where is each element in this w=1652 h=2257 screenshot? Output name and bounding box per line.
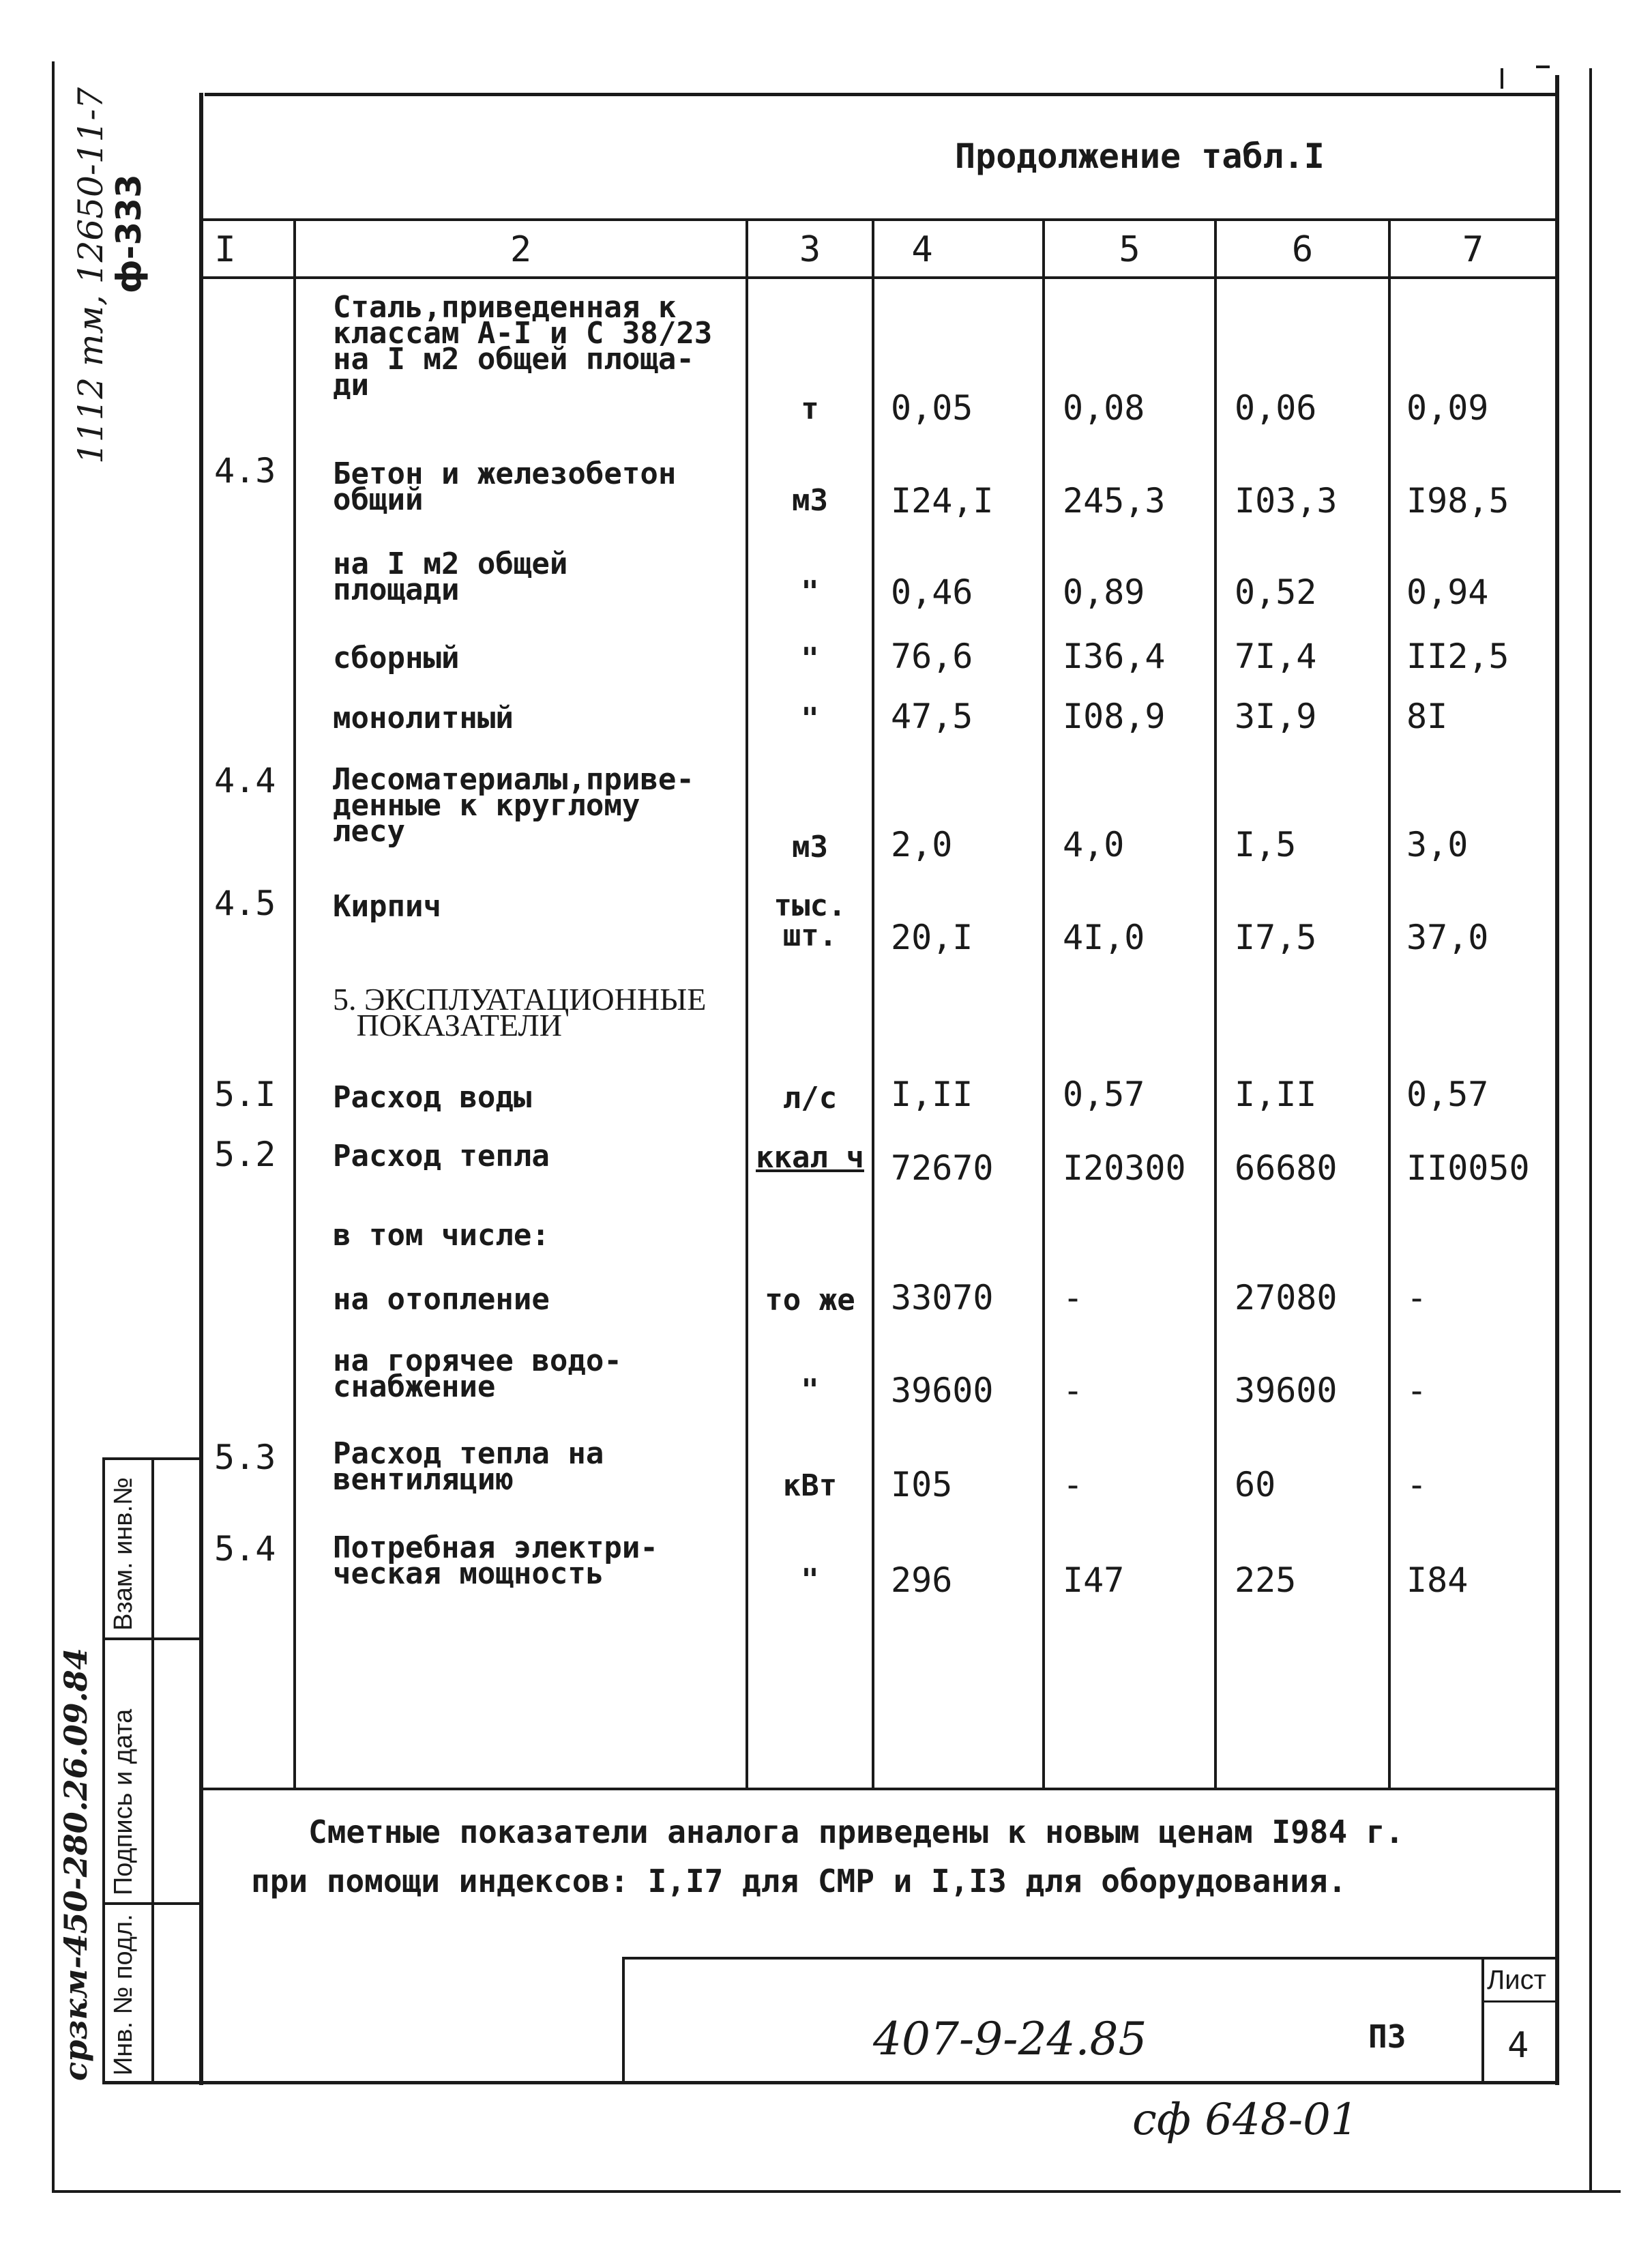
row-desc-5: Лесоматериалы,приве- денные к круглому лесу: [333, 762, 694, 849]
row-unit-3: ": [801, 641, 819, 676]
note-line-1: Сметные показатели аналога приведены к новым ценам I984 г.: [308, 1814, 1404, 1850]
row-v5-8: 0,57: [1063, 1075, 1145, 1114]
row-v4-14: 296: [891, 1560, 953, 1600]
row-v5-11: -: [1063, 1278, 1084, 1317]
row-num-1: 4.3: [214, 451, 276, 491]
side-table-sep-1: [102, 1637, 202, 1640]
row-v6-4: 3I,9: [1235, 697, 1317, 736]
col-sep-3: [872, 218, 874, 1788]
row-v6-12: 39600: [1235, 1371, 1338, 1410]
row-desc-0: Сталь,приведенная к классам А-I и С 38/23 на I м2 общей площа- ди: [333, 290, 713, 403]
row-v6-2: 0,52: [1235, 572, 1317, 612]
handwritten-left-bottom: срзкм-450-280.26.09.84: [57, 1648, 94, 2081]
row-v5-3: I36,4: [1063, 637, 1166, 676]
row-unit-0: т: [801, 392, 819, 426]
row-v4-9: 72670: [891, 1148, 994, 1188]
row-v4-12: 39600: [891, 1371, 994, 1410]
row-v7-6: 37,0: [1406, 918, 1489, 957]
section-heading-5: 5. ЭКСПЛУАТАЦИОННЫЕ ПОКАЗАТЕЛИ: [333, 982, 707, 1043]
col-header-1: I: [214, 229, 236, 270]
row-desc-4: монолитный: [333, 701, 514, 736]
col-sep-1: [293, 218, 296, 1788]
row-v7-8: 0,57: [1406, 1075, 1489, 1114]
row-v6-0: 0,06: [1235, 388, 1317, 428]
handwritten-left-top: 1112 тм, 12650-11-7: [71, 87, 110, 464]
row-unit-8: л/с: [782, 1081, 838, 1116]
row-v6-11: 27080: [1235, 1278, 1338, 1317]
row-desc-10: в том числе:: [333, 1218, 550, 1253]
row-desc-11: на отопление: [333, 1282, 550, 1317]
row-v4-8: I,II: [891, 1075, 973, 1114]
col-header-3: 3: [799, 229, 821, 270]
row-num-8: 5.I: [214, 1075, 276, 1114]
row-unit-12: ": [801, 1373, 819, 1408]
row-unit-11: то же: [765, 1283, 855, 1317]
note-line-2: при помощи индексов: I,I7 для СМР и I,I3 для оборудования.: [251, 1863, 1347, 1899]
handwritten-bottom-code: сф 648-01: [1132, 2095, 1359, 2145]
stamp-sheet-label-line: [1484, 2000, 1555, 2003]
col-sep-2: [746, 218, 748, 1788]
row-num-5: 4.4: [214, 761, 276, 800]
row-num-14: 5.4: [214, 1529, 276, 1569]
frame-bottom-line: [102, 2081, 1559, 2084]
row-v7-0: 0,09: [1406, 388, 1489, 428]
row-num-13: 5.3: [214, 1438, 276, 1477]
row-v6-8: I,II: [1235, 1075, 1317, 1114]
row-v7-4: 8I: [1406, 697, 1448, 736]
row-v7-14: I84: [1406, 1560, 1469, 1600]
row-v5-0: 0,08: [1063, 388, 1145, 428]
stamp-section: ПЗ: [1368, 2018, 1406, 2055]
frame-right-line: [1555, 75, 1559, 2085]
row-v5-4: I08,9: [1063, 697, 1166, 736]
stamp-document-code: 407-9-24.85: [873, 2013, 1147, 2065]
frame-left-line: [199, 93, 203, 2085]
row-v5-2: 0,89: [1063, 572, 1145, 612]
side-label-signature: Подпись и дата: [109, 1708, 138, 1895]
top-right-mark: [1501, 68, 1503, 89]
row-v6-5: I,5: [1235, 825, 1297, 864]
row-unit-9: ккал ч: [756, 1140, 864, 1175]
row-v6-1: I03,3: [1235, 481, 1338, 521]
row-v7-5: 3,0: [1406, 825, 1469, 864]
row-v4-5: 2,0: [891, 825, 953, 864]
col-header-7: 7: [1462, 229, 1484, 270]
row-desc-1: Бетон и железобетон общий: [333, 456, 677, 517]
row-v5-12: -: [1063, 1371, 1084, 1410]
row-v7-2: 0,94: [1406, 572, 1489, 612]
row-unit-4: ": [801, 701, 819, 736]
row-v5-9: I20300: [1063, 1148, 1186, 1188]
row-desc-2: на I м2 общей площади: [333, 547, 568, 607]
header-top-line: [203, 218, 1555, 221]
col-header-2: 2: [510, 229, 532, 270]
col-header-4: 4: [911, 229, 933, 270]
row-v5-6: 4I,0: [1063, 918, 1145, 957]
row-unit-1: м3: [792, 483, 828, 518]
row-v6-14: 225: [1235, 1560, 1297, 1600]
row-v4-0: 0,05: [891, 388, 973, 428]
page-right-line: [1589, 68, 1592, 2190]
row-v5-13: -: [1063, 1465, 1084, 1504]
col-header-6: 6: [1291, 229, 1314, 270]
col-sep-6: [1388, 218, 1391, 1788]
top-right-dash: [1536, 65, 1550, 68]
row-v6-3: 7I,4: [1235, 637, 1317, 676]
row-v6-13: 60: [1235, 1465, 1276, 1504]
row-v4-6: 20,I: [891, 918, 973, 957]
col-sep-5: [1214, 218, 1217, 1788]
row-desc-3: сборный: [333, 641, 460, 675]
row-v6-9: 66680: [1235, 1148, 1338, 1188]
side-label-vzam: Взам. инв.№: [109, 1477, 138, 1631]
row-desc-12: на горячее водо- снабжение: [333, 1343, 622, 1404]
stamp-top-line: [624, 1957, 1555, 1960]
row-v7-13: -: [1406, 1465, 1428, 1504]
page-bottom-line: [52, 2190, 1621, 2193]
row-v4-3: 76,6: [891, 637, 973, 676]
row-num-9: 5.2: [214, 1135, 276, 1174]
row-desc-8: Расход воды: [333, 1080, 532, 1115]
header-bottom-line: [203, 276, 1555, 279]
side-table-inner: [151, 1457, 154, 2084]
row-v5-14: I47: [1063, 1560, 1125, 1600]
row-desc-14: Потребная электри- ческая мощность: [333, 1530, 658, 1591]
frame-top-line: [205, 93, 1559, 96]
row-v7-9: II0050: [1406, 1148, 1530, 1188]
col-sep-4: [1042, 218, 1045, 1788]
row-desc-9: Расход тепла: [333, 1139, 550, 1174]
col-header-5: 5: [1119, 229, 1140, 270]
row-unit-2: ": [801, 574, 819, 609]
row-v7-11: -: [1406, 1278, 1428, 1317]
side-label-inv: Инв. № подл.: [109, 1914, 138, 2076]
row-v7-3: II2,5: [1406, 637, 1509, 676]
row-unit-6: тыс. шт.: [773, 888, 846, 953]
row-v7-12: -: [1406, 1371, 1428, 1410]
stamp-left-line: [622, 1957, 625, 2084]
row-v7-1: I98,5: [1406, 481, 1509, 521]
row-desc-6: Кирпич: [333, 889, 441, 924]
handwritten-left-top-stamp: ф-333: [109, 174, 149, 293]
row-v4-11: 33070: [891, 1278, 994, 1317]
row-v4-13: I05: [891, 1465, 953, 1504]
left-binding-line: [52, 61, 55, 2190]
row-v5-1: 245,3: [1063, 481, 1166, 521]
table-title: Продолжение табл.I: [955, 136, 1325, 176]
row-unit-5: м3: [792, 830, 828, 864]
row-v4-2: 0,46: [891, 572, 973, 612]
stamp-sheet-number: 4: [1507, 2025, 1529, 2066]
stamp-sheet-label: Лист: [1487, 1965, 1546, 1995]
row-desc-13: Расход тепла на вентиляцию: [333, 1436, 604, 1497]
row-v6-6: I7,5: [1235, 918, 1317, 957]
side-table-left: [102, 1457, 105, 2084]
note-top-line: [203, 1788, 1555, 1790]
stamp-sheet-sep: [1481, 1957, 1484, 2084]
row-num-6: 4.5: [214, 884, 276, 923]
row-unit-14: ": [801, 1562, 819, 1597]
row-v5-5: 4,0: [1063, 825, 1125, 864]
row-unit-13: кВт: [782, 1468, 838, 1503]
row-v4-4: 47,5: [891, 697, 973, 736]
row-v4-1: I24,I: [891, 481, 994, 521]
side-table-sep-2: [102, 1902, 202, 1905]
